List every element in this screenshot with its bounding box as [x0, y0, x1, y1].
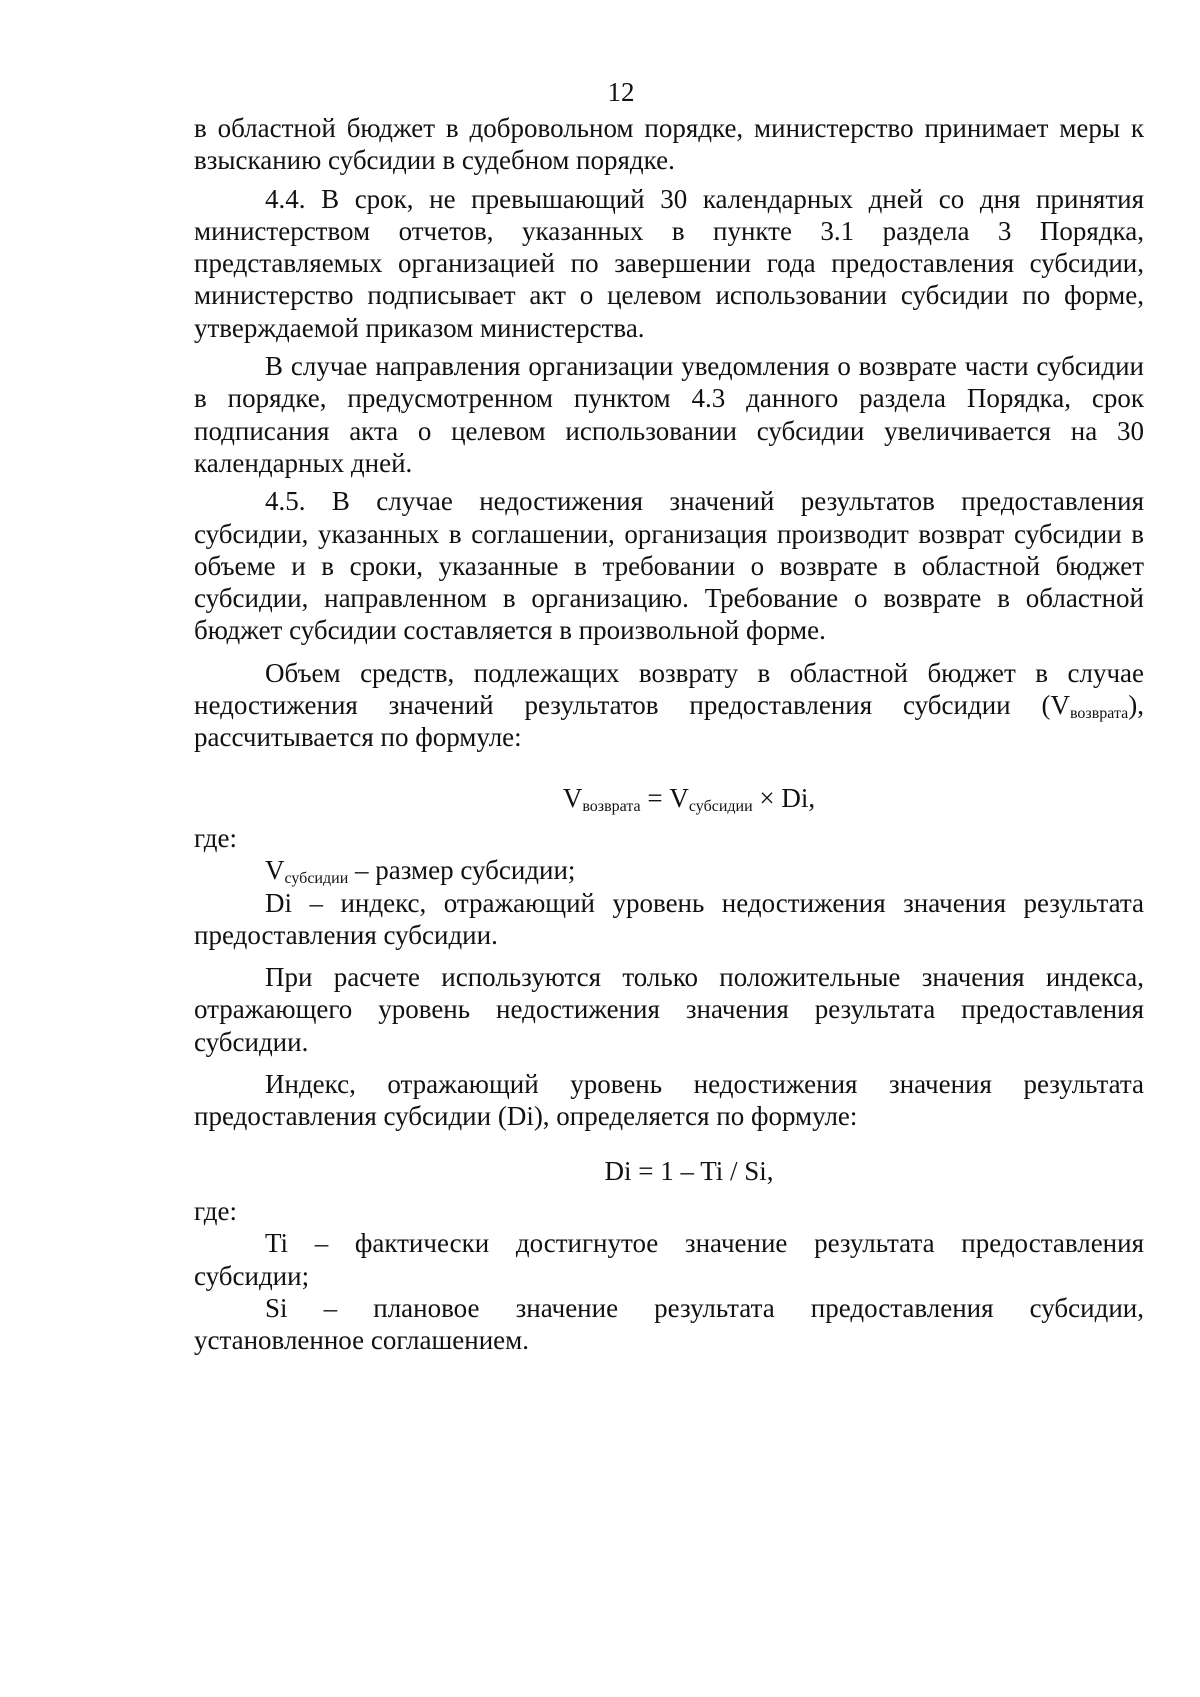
formula-sub-return: возврата — [582, 797, 641, 815]
paragraph-volume-return-tail: ), рассчитывается по формуле: — [194, 690, 1144, 753]
formula-di: Di = 1 – Ti / Si, — [604, 1155, 774, 1186]
definition-v: V — [265, 855, 285, 886]
subscript-vozvrata: возврата — [1069, 705, 1129, 723]
formula-tail: × Di, — [752, 782, 816, 813]
paragraph-4-5: 4.5. В случае недостижения значений результатов предоставления субсидии, указанных в соглашении, организация производит возврат субсидии в объеме и в сроки, указанные в требовании о возврате в областной бюджет субсидии, направленном в организацию. Требование о возврате в областной бюджет субсидии составляется в произвольной форме. — [194, 486, 1144, 646]
where-label-1: где: — [194, 822, 237, 853]
formula-sub-subsidy: субсидии — [688, 797, 753, 815]
paragraph-volume-return-text: Объем средств, подлежащих возврату в областной бюджет в случае недостижения значений результатов предоставления субсидии (V — [194, 657, 1144, 721]
paragraph-volume-return — [194, 657, 1144, 754]
paragraph-positive-values: При расчете используются только положительные значения индекса, отражающего уровень недостижения значения результата предоставления субсидии. — [194, 962, 1144, 1057]
formula-equals: = — [640, 782, 670, 813]
where-label-2: где: — [194, 1195, 237, 1226]
definition-ti: Ti – фактически достигнутое значение результата предоставления субсидии; — [194, 1228, 1144, 1291]
document-body — [194, 112, 1144, 1356]
formula-var-v-return: V — [562, 782, 583, 813]
paragraph-continuation: в областной бюджет в добровольном порядке, министерство принимает меры к взысканию субсидии в судебном порядке. — [194, 113, 1144, 176]
definition-di: Di – индекс, отражающий уровень недостижения значения результата предоставления субсидии. — [194, 887, 1144, 950]
definition-si: Si – плановое значение результата предоставления субсидии, установленное соглашением. — [194, 1292, 1144, 1356]
paragraph-notice-return: В случае направления организации уведомления о возврате части субсидии в порядке, предусмотренном пунктом 4.3 данного раздела Порядка, срок подписания акта о целевом использовании субсидии увеличивается на 30 календарных дней. — [194, 351, 1144, 478]
definition-v-sub: субсидии — [284, 870, 349, 888]
page-number: 12 — [607, 77, 635, 107]
formula-return-volume — [194, 782, 1144, 814]
definition-v-text: – размер субсидии; — [348, 855, 576, 886]
paragraph-index-formula: Индекс, отражающий уровень недостижения значения результата предоставления субсидии (Di), определяется по формуле: — [194, 1069, 1144, 1132]
paragraph-4-4: 4.4. В срок, не превышающий 30 календарных дней со дня принятия министерством отчетов, указанных в пункте 3.1 раздела 3 Порядка, представляемых организацией по завершении года предоставления субсидии, министерство подписывает акт о целевом использовании субсидии по форме, утверждаемой приказом министерства. — [194, 183, 1144, 343]
definition-v-subsidy — [194, 854, 1144, 886]
formula-var-v-subsidy: V — [669, 782, 689, 813]
